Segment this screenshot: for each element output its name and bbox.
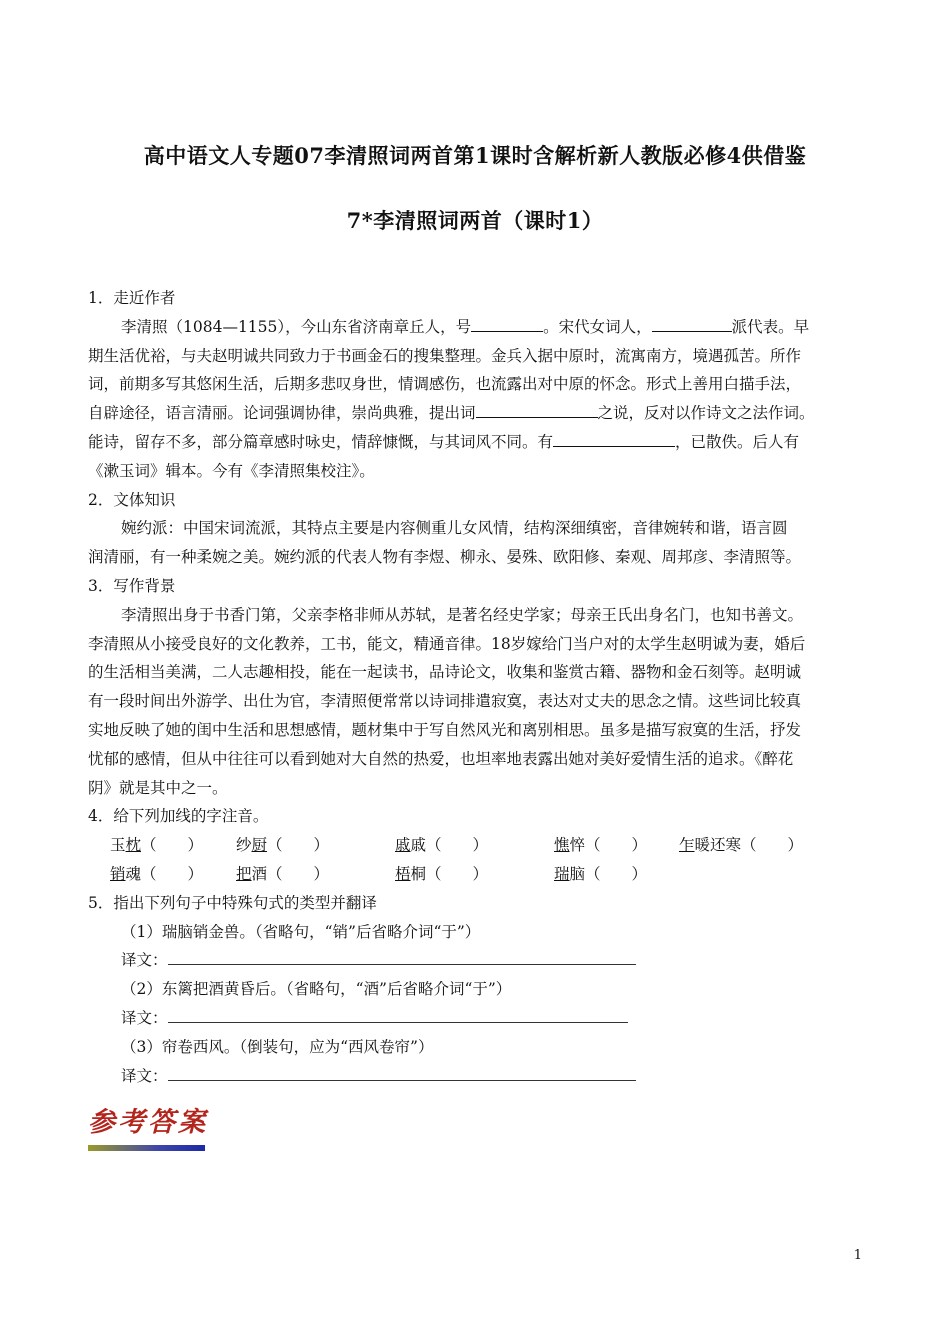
answer-parens[interactable]: （ ） [741,836,804,855]
section-3-line-6: 忧郁的感情，但从中往往可以看到她对大自然的热爱，也坦率地表露出她对美好爱情生活的追求。《醉花 [88,749,794,768]
answer-parens[interactable]: （ ） [426,836,489,855]
text-span: 纱 [236,836,252,855]
section-3-line-3: 的生活相当美满，二人志趣相投，能在一起读书，品诗论文，收集和鉴赏古籍、器物和金石刻等。赵明诚 [88,663,802,682]
text-span: 。宋代女词人， [543,317,652,336]
section-3-line-4: 有一段时间出外游学、出仕为官，李清照便常常以诗词排遣寂寞，表达对丈夫的思念之情。这些词比较真 [88,692,802,711]
document-title: 高中语文人专题07李清照词两首第1课时含解析新人教版必修4供借鉴 [143,143,807,168]
section-1-line-3: 词，前期多写其悠闲生活，后期多悲叹身世，情调感伤，也流露出对中原的怀念。形式上善用白描手法， [88,375,802,394]
section-3-heading: 3．写作背景 [88,576,176,595]
text-span: 酒 [251,864,268,883]
section-2-heading: 2．文体知识 [88,490,176,509]
page-number: 1 [853,1248,862,1263]
fill-blank[interactable] [471,313,543,332]
underlined-char: 憔 [554,836,570,855]
text-span: 魂 [125,864,142,883]
answer-parens[interactable]: （ ） [426,864,489,883]
underlined-char: 梧 [395,864,411,883]
answer-parens[interactable]: （ ） [585,864,648,883]
translation-input[interactable] [168,1004,628,1023]
section-1-line-5 [88,428,866,457]
pinyin-item [395,860,488,889]
text-span: 戚 [410,836,427,855]
section-3-line-2: 李清照从小接受良好的文化教养，工书，能文，精通音律。18岁嫁给门当户对的太学生赵明诚为妻，婚后 [88,634,806,653]
translation-3 [88,1062,866,1091]
section-1-line-1 [88,313,866,342]
section-2-line-2: 润清丽，有一种柔婉之美。婉约派的代表人物有李煜、柳永、晏殊、欧阳修、秦观、周邦彦、李清照等。 [88,548,802,567]
fill-blank[interactable] [476,399,598,418]
section-3-line-1: 李清照出身于书香门第，父亲李格非师从苏轼，是著名经史学家；母亲王氏出身名门，也知书善文。 [121,605,804,624]
text-span: 之说，反对以作诗文之法作词。 [597,404,815,423]
pinyin-item [110,831,203,860]
text-span: 脑 [569,864,586,883]
translation-label: 译文： [121,1008,168,1027]
answer-parens[interactable]: （ ） [585,836,648,855]
translation-label: 译文： [121,951,168,970]
pinyin-row-1 [88,831,866,860]
text-span: 桐 [410,864,427,883]
pinyin-item [554,860,647,889]
translation-1 [88,946,866,975]
answer-key-title: 参考答案 [88,1107,208,1138]
section-1-line-6: 《漱玉词》辑本。今有《李清照集校注》。 [88,461,375,480]
section-3-line-5: 实地反映了她的闺中生活和思想感情，题材集中于写自然风光和离别相思。虽多是描写寂寞的生活，抒发 [88,720,802,739]
question-2: （2）东篱把酒黄昏后。（省略句，“酒”后省略介词“于”） [121,980,512,999]
text-span: 派代表。早 [731,317,810,336]
translation-label: 译文： [121,1066,168,1085]
section-2-line-1: 婉约派：中国宋词流派，其特点主要是内容侧重儿女风情，结构深细缜密，音律婉转和谐，语言圆 [121,519,788,538]
section-4-heading: 4．给下列加线的字注音。 [88,807,269,826]
pinyin-row-2 [88,860,866,889]
underlined-char: 销 [110,864,126,883]
section-5-heading: 5．指出下列句子中特殊句式的类型并翻译 [88,893,377,912]
underlined-char: 枕 [125,836,142,855]
pinyin-item [236,860,329,889]
section-1-heading: 1．走近作者 [88,289,176,307]
text-span: 自辟途径，语言清丽。论词强调协律，崇尚典雅，提出词 [88,404,476,423]
translation-2 [88,1004,866,1033]
underlined-char: 把 [236,864,252,883]
pinyin-item [554,831,647,860]
answer-key-underbar [88,1145,205,1151]
answer-parens[interactable]: （ ） [267,836,330,855]
pinyin-item [395,831,488,860]
section-3-line-7: 阴》就是其中之一。 [88,778,228,797]
pinyin-item [236,831,329,860]
pinyin-item [679,831,803,860]
section-1-line-2: 期生活优裕，与夫赵明诚共同致力于书画金石的搜集整理。金兵入据中原时，流寓南方，境遇孤苦。所作 [88,346,802,365]
question-1: （1）瑞脑销金兽。（省略句，“销”后省略介词“于”） [121,922,481,941]
fill-blank[interactable] [553,428,675,447]
underlined-char: 乍 [679,836,695,855]
text-span: 李清照（1084—1155），今山东省济南章丘人，号 [121,317,472,336]
answer-parens[interactable]: （ ） [141,836,204,855]
text-span: ，已散佚。后人有 [675,432,800,451]
text-span: 能诗，留存不多，部分篇章感时咏史，情辞慷慨，与其词风不同。有 [88,432,554,451]
text-span: 悴 [569,836,586,855]
answer-key-banner [88,1100,208,1151]
underlined-char: 厨 [251,836,268,855]
underlined-char: 瑞 [554,864,570,883]
text-span: 玉 [110,836,126,855]
document-body [88,284,866,1090]
question-3: （3）帘卷西风。（倒装句，应为“西风卷帘”） [121,1037,434,1056]
underlined-char: 戚 [395,836,411,855]
lesson-title: 7*李清照词两首（课时1） [346,208,604,233]
fill-blank[interactable] [652,313,732,332]
section-1-line-4 [88,399,866,428]
translation-input[interactable] [168,1062,636,1081]
text-span: 暖还寒 [694,836,742,855]
translation-input[interactable] [168,946,636,965]
pinyin-item [110,860,203,889]
answer-parens[interactable]: （ ） [141,864,204,883]
answer-parens[interactable]: （ ） [267,864,330,883]
